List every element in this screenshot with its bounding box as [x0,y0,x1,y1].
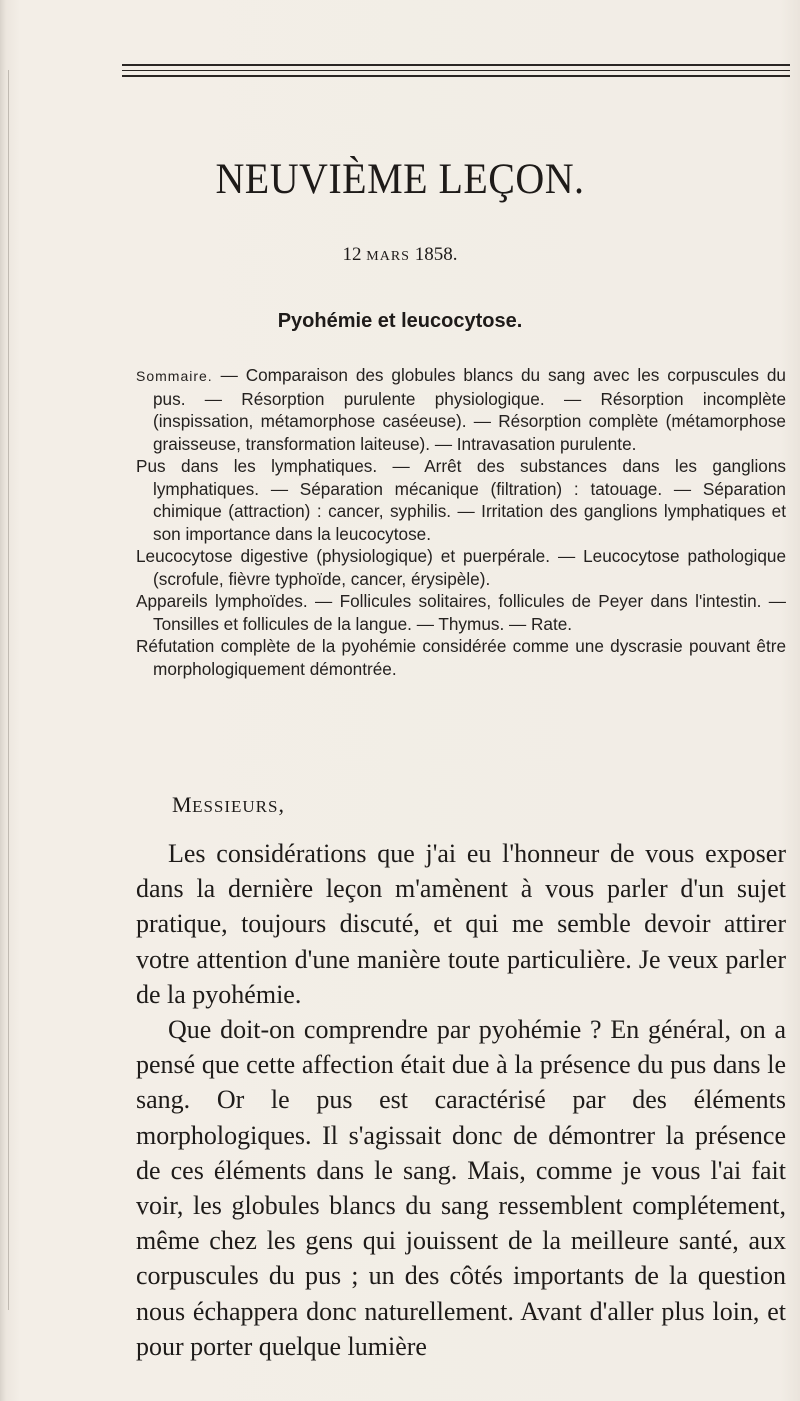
summary-paragraph: Pus dans les lymphatiques. — Arrêt des substances dans les ganglions lymphatiques. — Séparation mécanique (filtration) : tatouage. — Séparation chimique (attraction) : cancer, syphilis. — Irritation des ganglions lymphatiques et son importance dans la leucocytose. [136,456,786,544]
summary-block [136,364,786,680]
summary-paragraph: Appareils lymphoïdes. — Follicules solitaires, follicules de Peyer dans l'intestin. — Tonsilles et follicules de la langue. — Thymus. — Rate. [136,591,786,634]
summary-text: — Comparaison des globules blancs du sang avec les corpuscules du pus. — Résorption purulente physiologique. — Résorption incomplète (inspissation, métamorphose caséeuse). — Résorption complète (métamorphose graisseuse, transformation laiteuse). — Intravasation purulente. [153,365,786,454]
date-day: 12 [342,244,362,265]
lesson-subject: Pyohémie et leucocytose. [277,310,523,332]
lesson-date [0,243,800,269]
header-rule-bottom [122,75,790,77]
header-rule-middle [122,70,790,71]
date-month: MARS [366,249,410,264]
summary-lead: Sommaire. [136,368,213,384]
lesson-title: NEUVIÈME LEÇON. [215,156,585,203]
salutation-initial: M [172,792,193,817]
body-paragraph: Que doit-on comprendre par pyohémie ? En général, on a pensé que cette affection était due à la présence du pus dans le sang. Or le pus est caractérisé par des éléments morphologiques. Il s'agissait donc de démontrer la présence de ces éléments dans le sang. Mais, comme je vous l'ai fait voir, les globules blancs du sang ressemblent complétement, même chez les gens qui jouissent de la meilleure santé, aux corpuscules du pus ; un des côtés importants de la question nous échappera donc naturellement. Avant d'aller plus loin, et pour porter quelque lumière [136,1015,786,1361]
summary-paragraph [136,364,786,455]
header-rule-top [122,64,790,66]
summary-paragraph: Leucocytose digestive (physiologique) et puerpérale. — Leucocytose pathologique (scrofule, fièvre typhoïde, cancer, érysipèle). [136,546,786,589]
summary-paragraph: Réfutation complète de la pyohémie considérée comme une dyscrasie pouvant être morphologiquement démontrée. [136,636,786,679]
salutation [172,790,284,822]
body-paragraph: Les considérations que j'ai eu l'honneur de vous exposer dans la dernière leçon m'amènent à vous parler d'un sujet pratique, toujours discuté, et qui me semble devoir attirer votre attention d'une manière toute particulière. Je veux parler de la pyohémie. [136,839,786,1009]
date-year: 1858. [414,244,458,265]
body-text [136,836,786,1364]
salutation-rest: ESSIEURS [192,797,279,816]
salutation-suffix: , [278,792,285,817]
